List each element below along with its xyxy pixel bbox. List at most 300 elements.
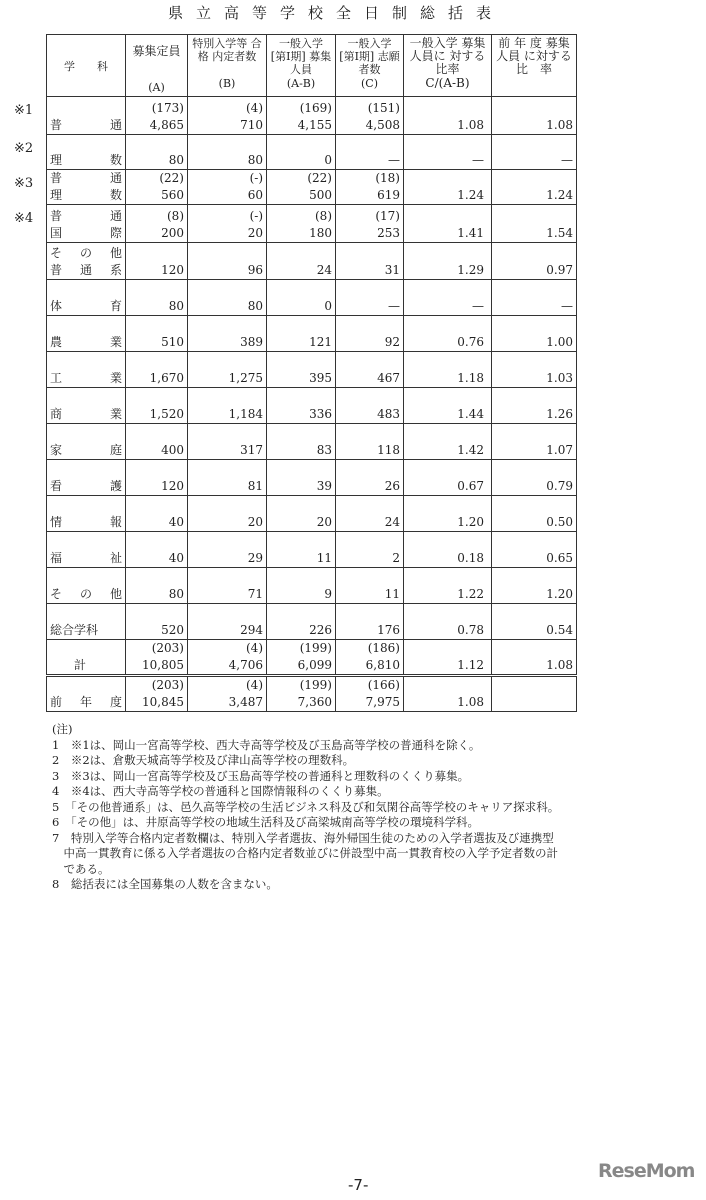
cell-d-value: 11 bbox=[384, 587, 400, 601]
cell-c bbox=[267, 496, 336, 532]
cell-b bbox=[188, 388, 267, 424]
note-line: 7 特別入学等合格内定者数欄は、特別入学者選抜、海外帰国生徒のための入学者選抜及び連携型 bbox=[52, 830, 554, 845]
subject-char: 際 bbox=[109, 226, 122, 240]
subject-char: 普 bbox=[50, 263, 63, 277]
cell-c bbox=[267, 170, 336, 205]
row-subject bbox=[47, 135, 126, 170]
row-subject bbox=[47, 496, 126, 532]
subject-char: 通 bbox=[109, 171, 122, 185]
cell-d bbox=[336, 496, 404, 532]
cell-e-value: 1.12 bbox=[457, 658, 484, 672]
note-line: 6 「その他」は、井原高等学校の地域生活科及び高梁城南高等学校の環境科学科。 bbox=[52, 815, 480, 829]
cell-a-value: 400 bbox=[161, 443, 184, 457]
cell-e bbox=[404, 568, 492, 604]
cell-d bbox=[336, 568, 404, 604]
cell-c bbox=[267, 352, 336, 388]
cell-a-paren: (22) bbox=[159, 171, 184, 185]
row-subject bbox=[47, 280, 126, 316]
subject-char: 工 bbox=[50, 371, 63, 385]
cell-a-value: 510 bbox=[161, 335, 184, 349]
cell-e-value: 0.18 bbox=[457, 551, 484, 565]
cell-c-paren: (199) bbox=[299, 641, 332, 655]
cell-f bbox=[492, 135, 577, 170]
cell-d-value: — bbox=[388, 299, 400, 313]
footnote-mark: ※1 bbox=[14, 103, 34, 118]
cell-a bbox=[126, 243, 188, 280]
cell-a bbox=[126, 280, 188, 316]
header-e: 一般入学 募集人員に 対する比率 C/(A-B) bbox=[404, 35, 492, 97]
table-row bbox=[47, 135, 577, 170]
cell-a-value: 120 bbox=[161, 263, 184, 277]
row-subject bbox=[47, 243, 126, 280]
cell-d bbox=[336, 388, 404, 424]
cell-b-value: 4,706 bbox=[228, 658, 263, 672]
note-line: 4 ※4は、西大寺高等学校の普通科と国際情報科のくくり募集。 bbox=[52, 784, 389, 798]
cell-a bbox=[126, 604, 188, 640]
cell-e-value: 1.18 bbox=[457, 371, 484, 385]
cell-c bbox=[267, 460, 336, 496]
cell-e bbox=[404, 135, 492, 170]
cell-f-value: 1.08 bbox=[546, 658, 573, 672]
subject-char: 業 bbox=[109, 371, 122, 385]
cell-f bbox=[492, 316, 577, 352]
cell-e bbox=[404, 640, 492, 676]
cell-e-value: 1.44 bbox=[457, 407, 484, 421]
cell-b-value: 60 bbox=[247, 188, 263, 202]
cell-a bbox=[126, 532, 188, 568]
cell-b-paren: (-) bbox=[249, 209, 263, 223]
cell-c-value: 7,360 bbox=[297, 695, 332, 709]
cell-f-value: 0.97 bbox=[546, 263, 573, 277]
subject-char: そ bbox=[50, 246, 63, 260]
row-subject bbox=[47, 170, 126, 205]
cell-f bbox=[492, 604, 577, 640]
cell-c-value: 39 bbox=[316, 479, 332, 493]
row-subject bbox=[47, 316, 126, 352]
cell-c-value: 6,099 bbox=[297, 658, 332, 672]
cell-c bbox=[267, 532, 336, 568]
row-subject bbox=[47, 676, 126, 712]
summary-table bbox=[46, 34, 577, 712]
cell-b-value: 710 bbox=[240, 118, 263, 132]
subject-char: 育 bbox=[109, 299, 122, 313]
cell-a-value: 10,845 bbox=[142, 695, 184, 709]
cell-f-value: 1.07 bbox=[546, 443, 573, 457]
note-line: 5 「その他普通系」は、邑久高等学校の生活ビジネス科及び和気閑谷高等学校のキャリア探求科。 bbox=[52, 799, 560, 814]
table-row bbox=[47, 352, 577, 388]
cell-e bbox=[404, 460, 492, 496]
cell-a-value: 80 bbox=[168, 587, 184, 601]
cell-d-value: 2 bbox=[392, 551, 400, 565]
header-c: 一般入学 [第Ⅰ期] 募集人員 (A-B) bbox=[267, 35, 336, 97]
header-b: 特別入学等 合 格 内定者数 (B) bbox=[188, 35, 267, 97]
resemom-logo: ReseMom bbox=[598, 1160, 695, 1182]
cell-f-value: 1.00 bbox=[546, 335, 573, 349]
cell-a-value: 120 bbox=[161, 479, 184, 493]
cell-d bbox=[336, 352, 404, 388]
cell-f-value: 1.54 bbox=[546, 226, 573, 240]
cell-c bbox=[267, 280, 336, 316]
subject-char: 通 bbox=[79, 263, 92, 277]
cell-b bbox=[188, 316, 267, 352]
subject-char: 業 bbox=[109, 335, 122, 349]
cell-e-value: 1.22 bbox=[457, 587, 484, 601]
cell-e bbox=[404, 316, 492, 352]
row-subject bbox=[47, 97, 126, 135]
note-line: (注) bbox=[52, 722, 73, 736]
subject-char: の bbox=[79, 587, 92, 601]
cell-e-value: 1.20 bbox=[457, 515, 484, 529]
table-row bbox=[47, 205, 577, 243]
cell-d bbox=[336, 460, 404, 496]
cell-c bbox=[267, 388, 336, 424]
cell-f bbox=[492, 460, 577, 496]
cell-c-paren: (22) bbox=[307, 171, 332, 185]
cell-c-value: 83 bbox=[316, 443, 332, 457]
cell-f bbox=[492, 568, 577, 604]
subject-char: 看 bbox=[50, 479, 63, 493]
cell-f bbox=[492, 170, 577, 205]
cell-a bbox=[126, 460, 188, 496]
table-row bbox=[47, 676, 577, 712]
cell-e-value: — bbox=[472, 299, 484, 313]
cell-f-value: — bbox=[561, 153, 573, 167]
cell-f-value: 1.26 bbox=[546, 407, 573, 421]
cell-b-value: 1,184 bbox=[228, 407, 263, 421]
cell-d bbox=[336, 280, 404, 316]
cell-d-value: 31 bbox=[384, 263, 400, 277]
cell-f bbox=[492, 97, 577, 135]
cell-a-paren: (203) bbox=[151, 641, 184, 655]
cell-b bbox=[188, 205, 267, 243]
table-row bbox=[47, 532, 577, 568]
cell-c-value: 500 bbox=[309, 188, 332, 202]
cell-d-value: 4,508 bbox=[365, 118, 400, 132]
cell-c bbox=[267, 135, 336, 170]
cell-a-paren: (8) bbox=[167, 209, 184, 223]
cell-f bbox=[492, 280, 577, 316]
cell-c bbox=[267, 424, 336, 460]
cell-e bbox=[404, 604, 492, 640]
subject-char: 商 bbox=[50, 407, 63, 421]
table-header bbox=[47, 35, 577, 97]
cell-a-value: 1,670 bbox=[149, 371, 184, 385]
cell-f bbox=[492, 676, 577, 712]
cell-b-value: 294 bbox=[240, 623, 263, 637]
cell-c-value: 0 bbox=[324, 299, 332, 313]
header-f: 前 年 度 募集人員 に対する 比 率 bbox=[492, 35, 577, 97]
note-line: 8 総括表には全国募集の人数を含まない。 bbox=[52, 877, 278, 891]
subject-char: 情 bbox=[50, 515, 63, 529]
cell-d-paren: (17) bbox=[375, 209, 400, 223]
subject-char: 国 bbox=[50, 226, 63, 240]
footnote-mark: ※4 bbox=[14, 211, 34, 226]
cell-b bbox=[188, 97, 267, 135]
cell-d-value: 483 bbox=[377, 407, 400, 421]
cell-e bbox=[404, 676, 492, 712]
cell-a bbox=[126, 424, 188, 460]
cell-b-value: 96 bbox=[247, 263, 263, 277]
cell-b-paren: (4) bbox=[246, 678, 263, 692]
cell-d-value: 176 bbox=[377, 623, 400, 637]
cell-d-paren: (18) bbox=[375, 171, 400, 185]
cell-a bbox=[126, 568, 188, 604]
cell-c bbox=[267, 640, 336, 676]
cell-d bbox=[336, 424, 404, 460]
cell-f bbox=[492, 388, 577, 424]
cell-a bbox=[126, 388, 188, 424]
cell-b-value: 80 bbox=[247, 299, 263, 313]
cell-f-value: — bbox=[561, 299, 573, 313]
table-row bbox=[47, 604, 577, 640]
cell-d-value: 118 bbox=[377, 443, 400, 457]
footnote-mark: ※2 bbox=[14, 141, 34, 156]
cell-a-value: 40 bbox=[168, 515, 184, 529]
cell-d bbox=[336, 170, 404, 205]
cell-e-value: 1.29 bbox=[457, 263, 484, 277]
cell-c-value: 11 bbox=[316, 551, 332, 565]
cell-c bbox=[267, 676, 336, 712]
table-row bbox=[47, 460, 577, 496]
cell-f bbox=[492, 424, 577, 460]
table-row bbox=[47, 424, 577, 460]
cell-e bbox=[404, 388, 492, 424]
note-line: 中高一貫教育に係る入学者選抜の合格内定者数並びに併設型中高一貫教育校の入学予定者数の計 bbox=[52, 846, 558, 860]
note-line: である。 bbox=[52, 861, 110, 876]
row-subject bbox=[47, 205, 126, 243]
cell-b bbox=[188, 568, 267, 604]
table-row bbox=[47, 640, 577, 676]
cell-f bbox=[492, 352, 577, 388]
cell-d bbox=[336, 532, 404, 568]
cell-d bbox=[336, 604, 404, 640]
cell-c bbox=[267, 604, 336, 640]
cell-a-value: 520 bbox=[161, 623, 184, 637]
subject-char: 通 bbox=[109, 118, 122, 132]
cell-b-value: 1,275 bbox=[228, 371, 263, 385]
cell-b-value: 317 bbox=[240, 443, 263, 457]
cell-e bbox=[404, 532, 492, 568]
subject-char: 報 bbox=[109, 515, 122, 529]
subject-char: 理 bbox=[50, 188, 63, 202]
cell-f bbox=[492, 496, 577, 532]
cell-c-paren: (199) bbox=[299, 678, 332, 692]
cell-a-paren: (173) bbox=[151, 101, 184, 115]
notes bbox=[52, 722, 559, 893]
cell-e-value: 0.76 bbox=[457, 335, 484, 349]
cell-a bbox=[126, 170, 188, 205]
cell-b bbox=[188, 604, 267, 640]
subject-char: 普 bbox=[50, 171, 63, 185]
cell-c bbox=[267, 568, 336, 604]
cell-a-value: 560 bbox=[161, 188, 184, 202]
subject-char: 前 bbox=[50, 695, 63, 709]
subject-char: 福 bbox=[50, 551, 63, 565]
cell-c-value: 180 bbox=[309, 226, 332, 240]
subject-char: 年 bbox=[79, 695, 92, 709]
cell-f-value: 1.08 bbox=[546, 118, 573, 132]
cell-d-paren: (166) bbox=[367, 678, 400, 692]
cell-b bbox=[188, 424, 267, 460]
cell-a-value: 4,865 bbox=[149, 118, 184, 132]
cell-e bbox=[404, 170, 492, 205]
cell-e-value: 1.08 bbox=[457, 118, 484, 132]
subject-char: 他 bbox=[109, 587, 122, 601]
cell-f bbox=[492, 205, 577, 243]
cell-c-value: 121 bbox=[309, 335, 332, 349]
table-row bbox=[47, 243, 577, 280]
cell-f bbox=[492, 640, 577, 676]
cell-c-value: 24 bbox=[316, 263, 332, 277]
cell-a bbox=[126, 676, 188, 712]
cell-a-value: 1,520 bbox=[149, 407, 184, 421]
cell-c bbox=[267, 243, 336, 280]
cell-e-value: 0.67 bbox=[457, 479, 484, 493]
subject-char: 理 bbox=[50, 153, 63, 167]
row-subject bbox=[47, 424, 126, 460]
cell-e-value: — bbox=[472, 153, 484, 167]
subject-char: 業 bbox=[109, 407, 122, 421]
row-subject bbox=[47, 640, 126, 676]
subject-char: 祉 bbox=[109, 551, 122, 565]
cell-c bbox=[267, 316, 336, 352]
cell-b bbox=[188, 243, 267, 280]
header-a: 募集定員 (A) bbox=[126, 35, 188, 97]
cell-d-value: 6,810 bbox=[365, 658, 400, 672]
cell-a-value: 10,805 bbox=[142, 658, 184, 672]
cell-e bbox=[404, 205, 492, 243]
subject-char: そ bbox=[50, 587, 63, 601]
cell-b-value: 81 bbox=[247, 479, 263, 493]
cell-c-value: 4,155 bbox=[297, 118, 332, 132]
cell-a-value: 40 bbox=[168, 551, 184, 565]
cell-b bbox=[188, 496, 267, 532]
cell-e-value: 0.78 bbox=[457, 623, 484, 637]
cell-b bbox=[188, 352, 267, 388]
cell-d-paren: (151) bbox=[367, 101, 400, 115]
cell-e-value: 1.42 bbox=[457, 443, 484, 457]
cell-a-value: 80 bbox=[168, 153, 184, 167]
cell-b-value: 20 bbox=[247, 226, 263, 240]
cell-d bbox=[336, 243, 404, 280]
table-row bbox=[47, 280, 577, 316]
cell-b-paren: (-) bbox=[249, 171, 263, 185]
page-number: -7- bbox=[348, 1176, 369, 1194]
cell-e bbox=[404, 280, 492, 316]
cell-b-value: 3,487 bbox=[228, 695, 263, 709]
cell-b bbox=[188, 170, 267, 205]
table-row bbox=[47, 170, 577, 205]
cell-b-value: 389 bbox=[240, 335, 263, 349]
cell-d-value: 253 bbox=[377, 226, 400, 240]
cell-c-value: 395 bbox=[309, 371, 332, 385]
cell-f-value: 0.54 bbox=[546, 623, 573, 637]
subject-char: 体 bbox=[50, 299, 63, 313]
subject-char: 数 bbox=[109, 188, 122, 202]
cell-f-value: 1.03 bbox=[546, 371, 573, 385]
cell-a bbox=[126, 135, 188, 170]
subject-char: の bbox=[79, 246, 92, 260]
cell-d bbox=[336, 97, 404, 135]
cell-b bbox=[188, 135, 267, 170]
row-subject bbox=[47, 388, 126, 424]
cell-c bbox=[267, 97, 336, 135]
header-name: 学 科 bbox=[47, 35, 126, 97]
subject-char: 系 bbox=[109, 263, 122, 277]
cell-a bbox=[126, 496, 188, 532]
row-subject bbox=[47, 532, 126, 568]
cell-b-value: 20 bbox=[247, 515, 263, 529]
cell-e bbox=[404, 496, 492, 532]
cell-d bbox=[336, 205, 404, 243]
table-row bbox=[47, 97, 577, 135]
footnote-mark: ※3 bbox=[14, 176, 34, 191]
cell-b bbox=[188, 532, 267, 568]
cell-a-paren: (203) bbox=[151, 678, 184, 692]
cell-a-value: 80 bbox=[168, 299, 184, 313]
cell-f-value: 0.65 bbox=[546, 551, 573, 565]
subject-char: 通 bbox=[109, 209, 122, 223]
note-line: 2 ※2は、倉敷天城高等学校及び津山高等学校の理数科。 bbox=[52, 753, 355, 767]
cell-a bbox=[126, 640, 188, 676]
note-line: 1 ※1は、岡山一宮高等学校、西大寺高等学校及び玉島高等学校の普通科を除く。 bbox=[52, 737, 481, 752]
cell-d-value: — bbox=[388, 153, 400, 167]
cell-a bbox=[126, 205, 188, 243]
subject-char: 総合学科 bbox=[50, 623, 99, 637]
cell-d-value: 26 bbox=[384, 479, 400, 493]
cell-d bbox=[336, 640, 404, 676]
cell-b bbox=[188, 640, 267, 676]
cell-e-value: 1.24 bbox=[457, 188, 484, 202]
cell-c-value: 0 bbox=[324, 153, 332, 167]
cell-d-paren: (186) bbox=[367, 641, 400, 655]
note-line: 3 ※3は、岡山一宮高等学校及び玉島高等学校の普通科と理数科のくくり募集。 bbox=[52, 768, 470, 783]
cell-e-value: 1.08 bbox=[457, 695, 484, 709]
cell-b-value: 29 bbox=[247, 551, 263, 565]
cell-e-value: 1.41 bbox=[457, 226, 484, 240]
subject-char: 農 bbox=[50, 335, 63, 349]
subject-char: 庭 bbox=[109, 443, 122, 457]
row-subject bbox=[47, 352, 126, 388]
table-row bbox=[47, 496, 577, 532]
cell-b bbox=[188, 280, 267, 316]
table-row bbox=[47, 568, 577, 604]
cell-b-paren: (4) bbox=[246, 641, 263, 655]
subject-char: 普 bbox=[50, 118, 63, 132]
subject-char: 計 bbox=[50, 658, 87, 672]
cell-d bbox=[336, 135, 404, 170]
subject-char: 家 bbox=[50, 443, 63, 457]
header-d: 一般入学 [第Ⅰ期] 志願者数 (C) bbox=[336, 35, 404, 97]
table-row bbox=[47, 316, 577, 352]
cell-e bbox=[404, 352, 492, 388]
cell-c-value: 336 bbox=[309, 407, 332, 421]
cell-a bbox=[126, 97, 188, 135]
subject-char: 数 bbox=[109, 153, 122, 167]
row-subject bbox=[47, 604, 126, 640]
cell-b-paren: (4) bbox=[246, 101, 263, 115]
cell-d-value: 7,975 bbox=[365, 695, 400, 709]
cell-f bbox=[492, 243, 577, 280]
cell-b-value: 71 bbox=[247, 587, 263, 601]
cell-e bbox=[404, 424, 492, 460]
cell-d bbox=[336, 676, 404, 712]
cell-b bbox=[188, 676, 267, 712]
row-subject bbox=[47, 460, 126, 496]
cell-d-value: 24 bbox=[384, 515, 400, 529]
cell-e bbox=[404, 243, 492, 280]
cell-b-value: 80 bbox=[247, 153, 263, 167]
